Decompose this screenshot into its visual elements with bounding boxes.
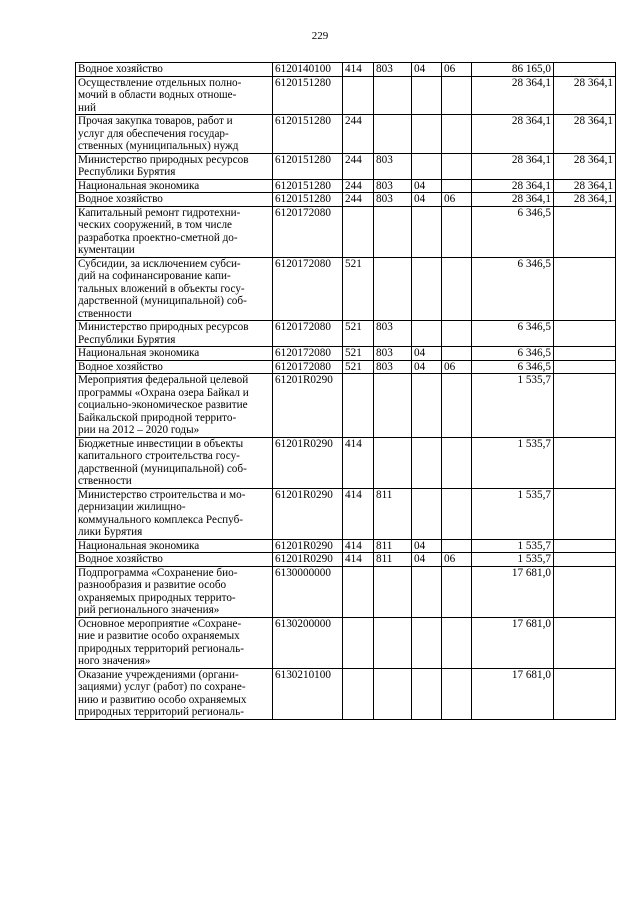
- cell-vr: 244: [343, 115, 374, 154]
- cell-sum1: 6 346,5: [472, 206, 554, 257]
- cell-name: Основное мероприятие «Сохране- ние и развитие особо охраняемых природных территорий региональ- ного значения»: [76, 617, 273, 668]
- cell-rz: 04: [412, 553, 442, 567]
- cell-name: Капитальный ремонт гидротехни- ческих сооружений, в том числе разработка проектно-сметной до- кументации: [76, 206, 273, 257]
- cell-gr: [374, 115, 412, 154]
- table-row: [76, 488, 616, 539]
- cell-csr: 6120151280: [273, 153, 343, 179]
- cell-vr: 244: [343, 179, 374, 193]
- table-row: [76, 193, 616, 207]
- cell-name: Водное хозяйство: [76, 553, 273, 567]
- cell-name: Национальная экономика: [76, 347, 273, 361]
- cell-sum2: [554, 347, 616, 361]
- cell-sum1: 1 535,7: [472, 488, 554, 539]
- cell-sum1: 6 346,5: [472, 360, 554, 374]
- cell-sum1: 86 165,0: [472, 63, 554, 77]
- cell-rz: 04: [412, 179, 442, 193]
- cell-rz: [412, 668, 442, 719]
- cell-vr: 414: [343, 488, 374, 539]
- cell-pr: [442, 76, 472, 115]
- cell-pr: [442, 206, 472, 257]
- table-row: [76, 321, 616, 347]
- cell-pr: [442, 257, 472, 321]
- cell-vr: 414: [343, 539, 374, 553]
- cell-csr: 6120151280: [273, 115, 343, 154]
- cell-sum1: 28 364,1: [472, 193, 554, 207]
- cell-rz: 04: [412, 360, 442, 374]
- cell-sum1: 17 681,0: [472, 668, 554, 719]
- cell-pr: [442, 153, 472, 179]
- cell-pr: 06: [442, 193, 472, 207]
- cell-sum1: 28 364,1: [472, 76, 554, 115]
- cell-gr: [374, 257, 412, 321]
- table-row: [76, 539, 616, 553]
- cell-gr: 803: [374, 153, 412, 179]
- cell-name: Мероприятия федеральной целевой программы «Охрана озера Байкал и социально-экономическое развитие Байкальской природной террито- рии на 2012 – 2020 годы»: [76, 374, 273, 438]
- cell-gr: [374, 206, 412, 257]
- cell-sum2: [554, 617, 616, 668]
- cell-gr: [374, 437, 412, 488]
- cell-pr: [442, 321, 472, 347]
- table-body: [76, 63, 616, 720]
- cell-sum1: 1 535,7: [472, 437, 554, 488]
- cell-rz: [412, 76, 442, 115]
- cell-sum2: [554, 257, 616, 321]
- cell-csr: 6120172080: [273, 321, 343, 347]
- cell-name: Прочая закупка товаров, работ и услуг для обеспечения государ- ственных (муниципальных) нужд: [76, 115, 273, 154]
- cell-rz: [412, 206, 442, 257]
- table-row: [76, 668, 616, 719]
- cell-vr: 414: [343, 553, 374, 567]
- cell-name: Осуществление отдельных полно- мочий в области водных отноше- ний: [76, 76, 273, 115]
- cell-vr: 414: [343, 63, 374, 77]
- cell-sum1: 28 364,1: [472, 153, 554, 179]
- cell-gr: 803: [374, 179, 412, 193]
- cell-vr: [343, 76, 374, 115]
- cell-pr: 06: [442, 63, 472, 77]
- cell-csr: 6130200000: [273, 617, 343, 668]
- cell-name: Министерство строительства и мо- дернизации жилищно- коммунального комплекса Респуб- лики Бурятия: [76, 488, 273, 539]
- cell-csr: 6130000000: [273, 566, 343, 617]
- cell-csr: 6120172080: [273, 360, 343, 374]
- cell-pr: [442, 115, 472, 154]
- cell-rz: [412, 257, 442, 321]
- cell-rz: [412, 617, 442, 668]
- cell-gr: 811: [374, 539, 412, 553]
- cell-vr: [343, 566, 374, 617]
- cell-sum2: 28 364,1: [554, 179, 616, 193]
- table-row: [76, 115, 616, 154]
- cell-sum2: [554, 206, 616, 257]
- cell-gr: 803: [374, 63, 412, 77]
- cell-vr: [343, 668, 374, 719]
- cell-sum2: [554, 553, 616, 567]
- cell-rz: 04: [412, 63, 442, 77]
- cell-rz: [412, 437, 442, 488]
- cell-sum1: 17 681,0: [472, 617, 554, 668]
- cell-vr: 521: [343, 360, 374, 374]
- cell-csr: 61201R0290: [273, 488, 343, 539]
- cell-sum2: [554, 374, 616, 438]
- cell-sum1: 1 535,7: [472, 374, 554, 438]
- cell-sum2: [554, 321, 616, 347]
- cell-vr: [343, 206, 374, 257]
- cell-sum2: [554, 63, 616, 77]
- table-row: [76, 437, 616, 488]
- cell-csr: 61201R0290: [273, 539, 343, 553]
- cell-rz: [412, 153, 442, 179]
- table-row: [76, 76, 616, 115]
- cell-gr: 803: [374, 347, 412, 361]
- table-row: [76, 179, 616, 193]
- cell-csr: 6120140100: [273, 63, 343, 77]
- cell-csr: 6120151280: [273, 193, 343, 207]
- cell-csr: 6130210100: [273, 668, 343, 719]
- table-row: [76, 553, 616, 567]
- cell-gr: [374, 76, 412, 115]
- cell-gr: [374, 566, 412, 617]
- cell-sum1: 6 346,5: [472, 321, 554, 347]
- cell-csr: 6120151280: [273, 76, 343, 115]
- cell-gr: 803: [374, 193, 412, 207]
- cell-csr: 6120172080: [273, 257, 343, 321]
- cell-name: Национальная экономика: [76, 539, 273, 553]
- table-row: [76, 374, 616, 438]
- cell-csr: 6120172080: [273, 206, 343, 257]
- cell-rz: [412, 566, 442, 617]
- cell-sum2: [554, 566, 616, 617]
- cell-gr: [374, 668, 412, 719]
- cell-rz: [412, 374, 442, 438]
- table-row: [76, 617, 616, 668]
- cell-vr: 521: [343, 347, 374, 361]
- cell-pr: [442, 179, 472, 193]
- cell-gr: [374, 617, 412, 668]
- cell-name: Национальная экономика: [76, 179, 273, 193]
- cell-pr: [442, 437, 472, 488]
- cell-vr: [343, 374, 374, 438]
- cell-name: Водное хозяйство: [76, 360, 273, 374]
- cell-rz: 04: [412, 347, 442, 361]
- cell-name: Министерство природных ресурсов Республики Бурятия: [76, 153, 273, 179]
- cell-sum1: 1 535,7: [472, 539, 554, 553]
- cell-pr: [442, 347, 472, 361]
- cell-vr: 244: [343, 153, 374, 179]
- cell-vr: [343, 617, 374, 668]
- cell-pr: [442, 374, 472, 438]
- cell-vr: 521: [343, 321, 374, 347]
- cell-sum2: 28 364,1: [554, 193, 616, 207]
- cell-vr: 244: [343, 193, 374, 207]
- cell-pr: [442, 566, 472, 617]
- cell-sum1: 1 535,7: [472, 553, 554, 567]
- cell-name: Водное хозяйство: [76, 193, 273, 207]
- cell-sum2: [554, 488, 616, 539]
- table-row: [76, 206, 616, 257]
- cell-sum2: [554, 437, 616, 488]
- cell-name: Оказание учреждениями (органи- зациями) услуг (работ) по сохране- нию и развитию особо охраняемых природных территорий региональ-: [76, 668, 273, 719]
- cell-csr: 61201R0290: [273, 437, 343, 488]
- cell-rz: 04: [412, 193, 442, 207]
- cell-pr: 06: [442, 553, 472, 567]
- cell-pr: [442, 668, 472, 719]
- cell-sum2: 28 364,1: [554, 76, 616, 115]
- cell-sum1: 28 364,1: [472, 179, 554, 193]
- cell-pr: [442, 539, 472, 553]
- cell-pr: [442, 617, 472, 668]
- cell-name: Министерство природных ресурсов Республики Бурятия: [76, 321, 273, 347]
- cell-rz: [412, 321, 442, 347]
- cell-pr: 06: [442, 360, 472, 374]
- cell-sum1: 28 364,1: [472, 115, 554, 154]
- cell-sum1: 17 681,0: [472, 566, 554, 617]
- cell-vr: 414: [343, 437, 374, 488]
- table-row: [76, 347, 616, 361]
- cell-rz: [412, 115, 442, 154]
- cell-vr: 521: [343, 257, 374, 321]
- cell-gr: 811: [374, 553, 412, 567]
- page-number: 229: [311, 30, 329, 42]
- cell-sum2: [554, 360, 616, 374]
- cell-name: Водное хозяйство: [76, 63, 273, 77]
- cell-sum1: 6 346,5: [472, 347, 554, 361]
- cell-gr: 811: [374, 488, 412, 539]
- cell-csr: 6120151280: [273, 179, 343, 193]
- cell-sum1: 6 346,5: [472, 257, 554, 321]
- cell-name: Подпрограмма «Сохранение био- разнообразия и развитие особо охраняемых природных террито- рий регионального значения»: [76, 566, 273, 617]
- table-row: [76, 360, 616, 374]
- table-row: [76, 153, 616, 179]
- cell-name: Субсидии, за исключением субси- дий на софинансирование капи- тальных вложений в объекты госу- дарственной (муниципальной) соб- ственности: [76, 257, 273, 321]
- cell-sum2: 28 364,1: [554, 115, 616, 154]
- cell-gr: [374, 374, 412, 438]
- cell-name: Бюджетные инвестиции в объекты капитального строительства госу- дарственной (муниципальной) соб- ственности: [76, 437, 273, 488]
- cell-rz: [412, 488, 442, 539]
- cell-pr: [442, 488, 472, 539]
- cell-rz: 04: [412, 539, 442, 553]
- cell-csr: 6120172080: [273, 347, 343, 361]
- table-row: [76, 63, 616, 77]
- budget-table: [75, 62, 616, 720]
- table-row: [76, 566, 616, 617]
- cell-gr: 803: [374, 360, 412, 374]
- table-row: [76, 257, 616, 321]
- cell-gr: 803: [374, 321, 412, 347]
- cell-csr: 61201R0290: [273, 553, 343, 567]
- cell-sum2: 28 364,1: [554, 153, 616, 179]
- cell-csr: 61201R0290: [273, 374, 343, 438]
- cell-sum2: [554, 539, 616, 553]
- cell-sum2: [554, 668, 616, 719]
